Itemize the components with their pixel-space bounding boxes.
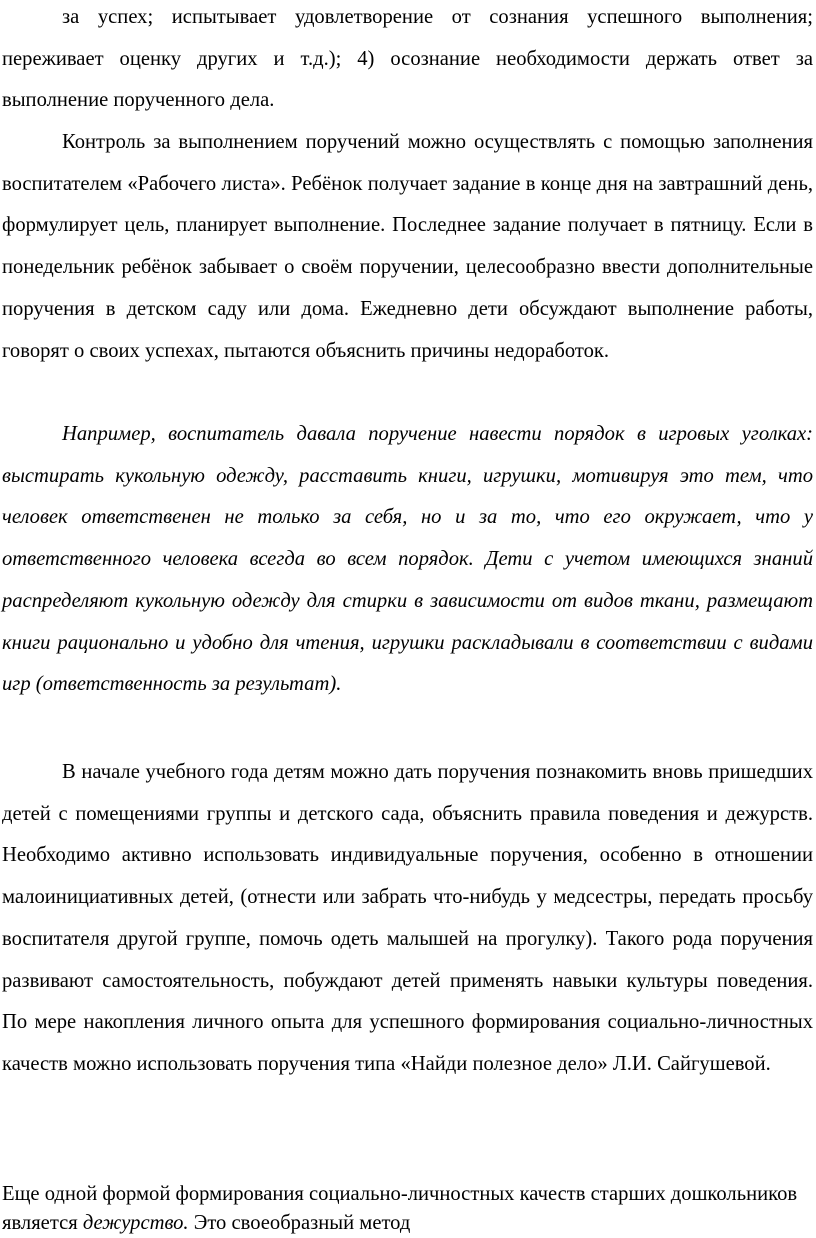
duty-text-before: Еще одной формой формирования социально-личностных качеств старших дошкольников является [2,1183,798,1234]
duty-text-after: Это своеобразный метод [188,1212,411,1234]
paragraph-responsibility-awareness: за успех; испытывает удовлетворение от сознания успешного выполнения; переживает оценку других и т.д.); 4) осознание необходимости держать ответ за выполнение порученного дела. [2,6,813,112]
paragraph-school-year-assignments: В начале учебного года детям можно дать поручения познакомить вновь пришедших детей с помещениями группы и детского сада, объяснить правила поведения и дежурств. Необходимо активно использовать индивидуальные поручения, особенно в отношении малоинициативных детей, (отнести или забрать что-нибудь у медсестры, передать просьбу воспитателя другой группе, помочь одеть малышей на прогулку). Такого рода поручения развивают самостоятельность, побуждают детей применять навыки культуры поведения. По мере накопления личного опыта для успешного формирования социально-личностных качеств можно использовать поручения типа «Найди полезное дело» Л.И. Сайгушевой. [2,761,813,1075]
paragraph-example-italic: Например, воспитатель давала поручение навести порядок в игровых уголках: выстирать кукольную одежду, расставить книги, игрушки, мотивируя это тем, что человек ответственен не только за себя, но и за то, что его окружает, что у ответственного человека всегда во всем порядок. Дети с учетом имеющихся знаний распределяют кукольную одежду для стирки в зависимости от видов ткани, размещают книги рационально и удобно для чтения, игрушки раскладывали в соответствии с видами игр (ответственность за результат). [2,423,813,696]
paragraph-duty-method [0,1180,816,1238]
paragraph-work-sheet-control: Контроль за выполнением поручений можно осуществлять с помощью заполнения воспитателем «Рабочего листа». Ребёнок получает задание в конце дня на завтрашний день, формулирует цель, планирует выполнение. Последнее задание получает в пятницу. Если в понедельник ребёнок забывает о своём поручении, целесообразно ввести дополнительные поручения в детском саду или дома. Ежедневно дети обсуждают выполнение работы, говорят о своих успехах, пытаются объяснить причины недоработок. [2,131,813,362]
duty-term-italic: дежурство. [82,1212,189,1234]
